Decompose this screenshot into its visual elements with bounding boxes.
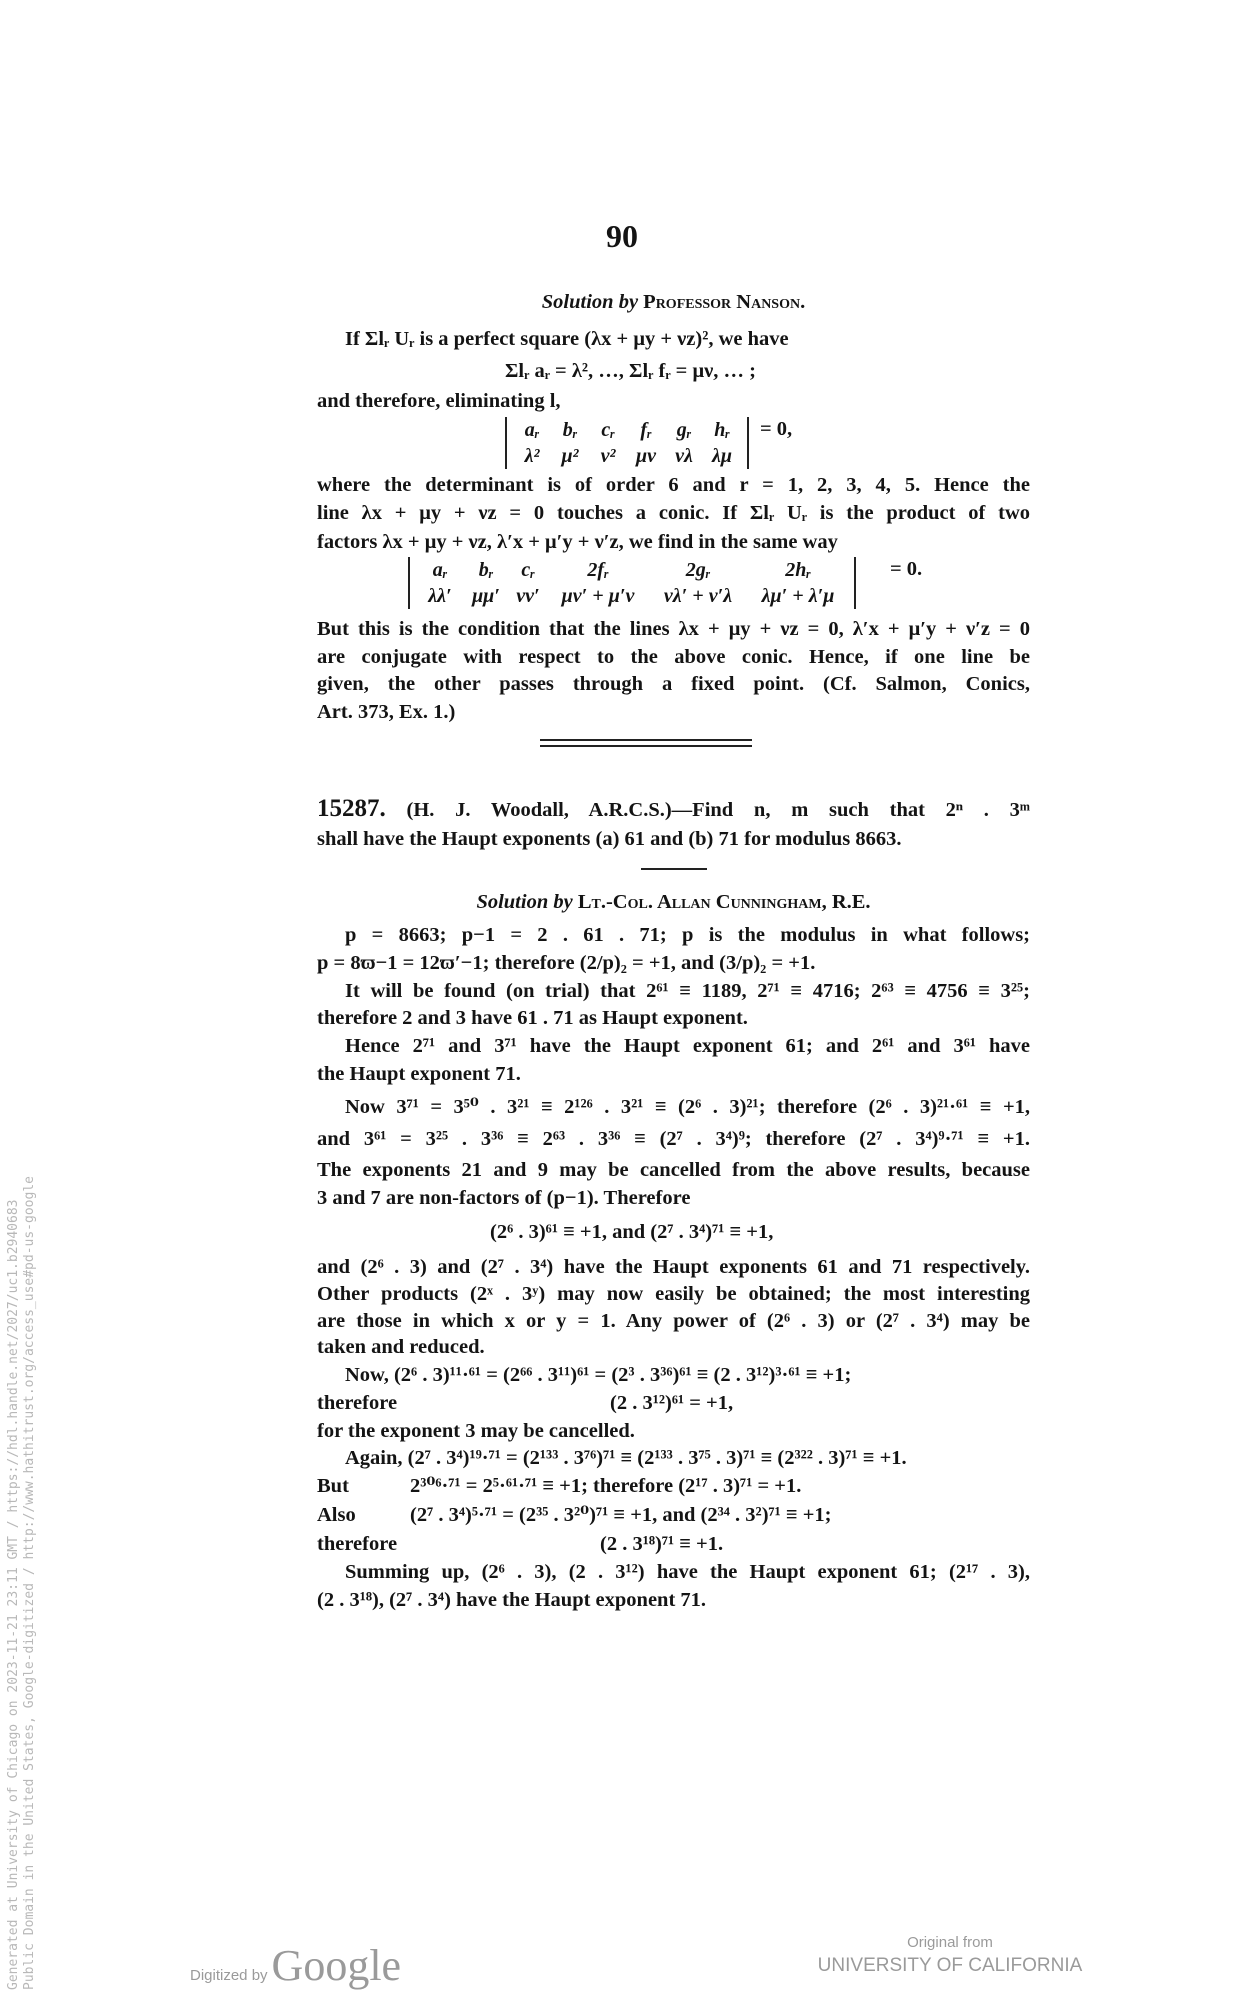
determinant-row	[513, 417, 741, 443]
cell: bᵣ	[562, 419, 578, 441]
question-text: (H. J. Woodall, A.R.C.S.)—Find n, m such that 2ⁿ . 3ᵐ	[406, 799, 1030, 821]
text-line: p = 8ϖ−1 = 12ϖ′−1; therefore (2/p)₂ = +1, and (3/p)₂ = +1.	[317, 952, 816, 974]
cell: λμ	[712, 445, 732, 467]
determinant-row	[416, 557, 848, 583]
original-from-label: Original from	[907, 1934, 993, 1951]
cell: cᵣ	[521, 559, 535, 581]
determinant-row	[416, 583, 848, 609]
solution-by-label: Solution by	[476, 891, 573, 913]
original-from-block	[800, 1934, 1100, 1977]
watermark-line: Generated at University of Chicago on 2023-11-21 23:11 GMT / https://hdl.handle.net/2027/uc1.b2940683	[6, 1199, 21, 1990]
text-line: and 3⁶¹ = 3²⁵ . 3³⁶ ≡ 2⁶³ . 3³⁶ ≡ (2⁷ . 3⁴)⁹; therefore (2⁷ . 3⁴)⁹·⁷¹ ≡ +1.	[317, 1128, 1030, 1150]
text-line: It will be found (on trial) that 2⁶¹ ≡ 1189, 2⁷¹ ≡ 4716; 2⁶³ ≡ 4756 ≡ 3²⁵;	[345, 980, 1030, 1002]
text-line: where the determinant is of order 6 and r = 1, 2, 3, 4, 5. Hence the	[317, 474, 1030, 496]
cell: μ²	[561, 445, 579, 467]
equation-line: (2⁶ . 3)⁶¹ ≡ +1, and (2⁷ . 3⁴)⁷¹ ≡ +1,	[490, 1221, 774, 1243]
section-divider	[540, 739, 752, 741]
therefore-label: therefore	[317, 1392, 398, 1414]
text-line: the Haupt exponent 71.	[317, 1063, 521, 1085]
determinant-2-tail: = 0.	[890, 558, 923, 580]
text-line: The exponents 21 and 9 may be cancelled from the above results, because	[317, 1159, 1030, 1181]
equation-line: (2⁷ . 3⁴)⁵·⁷¹ = (2³⁵ . 3²⁰)⁷¹ ≡ +1, and (2³⁴ . 3²)⁷¹ ≡ +1;	[410, 1504, 832, 1526]
cell: bᵣ	[478, 559, 494, 581]
solution-heading-cunningham	[317, 889, 1030, 916]
text-line: and (2⁶ . 3) and (2⁷ . 3⁴) have the Haupt exponents 61 and 71 respectively.	[317, 1256, 1030, 1278]
cell: ν²	[600, 445, 616, 467]
cell: 2hᵣ	[785, 559, 811, 581]
text-line: and therefore, eliminating l,	[317, 390, 561, 412]
text-line: given, the other passes through a fixed point. (Cf. Salmon, Conics,	[317, 673, 1030, 695]
equation-line: 2³⁰⁶·⁷¹ = 2⁵·⁶¹·⁷¹ ≡ +1; therefore (2¹⁷ . 3)⁷¹ = +1.	[410, 1475, 802, 1497]
digitized-by-label: Digitized by	[190, 1967, 268, 1984]
institution-name: UNIVERSITY OF CALIFORNIA	[817, 1955, 1083, 1976]
google-wordmark: Google	[271, 1941, 402, 1990]
determinant-row	[513, 443, 741, 469]
question-line: shall have the Haupt exponents (a) 61 and (b) 71 for modulus 8663.	[317, 828, 902, 850]
cell: gᵣ	[676, 419, 692, 441]
text-line: Art. 373, Ex. 1.)	[317, 701, 456, 723]
cell: fᵣ	[640, 419, 652, 441]
cell: 2gᵣ	[685, 559, 711, 581]
cell: λ²	[524, 445, 540, 467]
equation-line: Again, (2⁷ . 3⁴)¹⁹·⁷¹ = (2¹³³ . 3⁷⁶)⁷¹ ≡ (2¹³³ . 3⁷⁵ . 3)⁷¹ ≡ (2³²² . 3)⁷¹ ≡ +1.	[345, 1447, 907, 1469]
solution-by-label: Solution by	[541, 291, 639, 313]
cell: hᵣ	[714, 419, 730, 441]
solver-name: Lt.-Col. Allan Cunningham, R.E.	[577, 891, 871, 913]
determinant-1-tail: = 0,	[760, 418, 793, 440]
watermark-line: Public Domain in the United States, Google-digitized / http://www.hathitrust.org/access_use#pd-us-google	[22, 1176, 37, 1990]
cell: νν′	[516, 585, 540, 607]
solution-heading-nanson	[317, 289, 1030, 316]
solver-name: Professor Nanson.	[643, 291, 806, 313]
but-label: But	[317, 1475, 349, 1497]
cell: νλ	[675, 445, 693, 467]
text-line: Now 3⁷¹ = 3⁵⁰ . 3²¹ ≡ 2¹²⁶ . 3²¹ ≡ (2⁶ . 3)²¹; therefore (2⁶ . 3)²¹·⁶¹ ≡ +1,	[345, 1096, 1030, 1118]
text-line: for the exponent 3 may be cancelled.	[317, 1420, 635, 1442]
determinant-2	[408, 557, 856, 609]
text-line: are conjugate with respect to the above conic. Hence, if one line be	[317, 646, 1030, 668]
text-line: Hence 2⁷¹ and 3⁷¹ have the Haupt exponent 61; and 2⁶¹ and 3⁶¹ have	[345, 1035, 1030, 1057]
text-line: factors λx + μy + νz, λ′x + μ′y + ν′z, we find in the same way	[317, 531, 838, 553]
digitized-by-google-logo	[190, 1940, 401, 1991]
text-line: p = 8663; p−1 = 2 . 61 . 71; p is the modulus in what follows;	[345, 924, 1030, 946]
cell: aᵣ	[432, 559, 448, 581]
cell: 2fᵣ	[587, 559, 609, 581]
text-line: line λx + μy + νz = 0 touches a conic. If Σlᵣ Uᵣ is the product of two	[317, 502, 1030, 524]
text-line: If Σlᵣ Uᵣ is a perfect square (λx + μy + νz)², we have	[345, 328, 789, 350]
text-line: Summing up, (2⁶ . 3), (2 . 3¹²) have the Haupt exponent 61; (2¹⁷ . 3),	[345, 1561, 1030, 1583]
cell: λλ′	[428, 585, 452, 607]
section-divider	[540, 745, 752, 747]
also-label: Also	[317, 1504, 356, 1526]
text-line: (2 . 3¹⁸), (2⁷ . 3⁴) have the Haupt exponent 71.	[317, 1589, 707, 1611]
text-line: 3 and 7 are non-factors of (p−1). Therefore	[317, 1187, 691, 1209]
therefore-label: therefore	[317, 1533, 398, 1555]
equation-line: (2 . 3¹⁸)⁷¹ ≡ +1.	[600, 1533, 724, 1555]
equation-line: (2 . 3¹²)⁶¹ = +1,	[610, 1392, 734, 1414]
question-line	[317, 796, 1030, 823]
cell: μν	[636, 445, 656, 467]
determinant-1	[505, 417, 749, 469]
text-line: Other products (2ˣ . 3ʸ) may now easily be obtained; the most interesting	[317, 1283, 1030, 1305]
text-line: taken and reduced.	[317, 1336, 485, 1358]
cell: μν′ + μ′ν	[561, 585, 635, 607]
text-line: are those in which x or y = 1. Any power of (2⁶ . 3) or (2⁷ . 3⁴) may be	[317, 1310, 1030, 1332]
question-number: 15287.	[317, 796, 386, 822]
page-number: 90	[606, 218, 638, 254]
cell: λμ′ + λ′μ	[761, 585, 835, 607]
equation-line: Now, (2⁶ . 3)¹¹·⁶¹ = (2⁶⁶ . 3¹¹)⁶¹ = (2³ . 3³⁶)⁶¹ ≡ (2 . 3¹²)³·⁶¹ ≡ +1;	[345, 1364, 852, 1386]
cell: μμ′	[472, 585, 500, 607]
cell: cᵣ	[601, 419, 615, 441]
text-line: therefore 2 and 3 have 61 . 71 as Haupt exponent.	[317, 1007, 748, 1029]
text-line: But this is the condition that the lines λx + μy + νz = 0, λ′x + μ′y + ν′z = 0	[317, 618, 1030, 640]
equation-line: Σlᵣ aᵣ = λ², …, Σlᵣ fᵣ = μν, … ;	[505, 360, 756, 382]
cell: νλ′ + ν′λ	[663, 585, 733, 607]
cell: aᵣ	[524, 419, 540, 441]
short-divider	[641, 868, 707, 870]
